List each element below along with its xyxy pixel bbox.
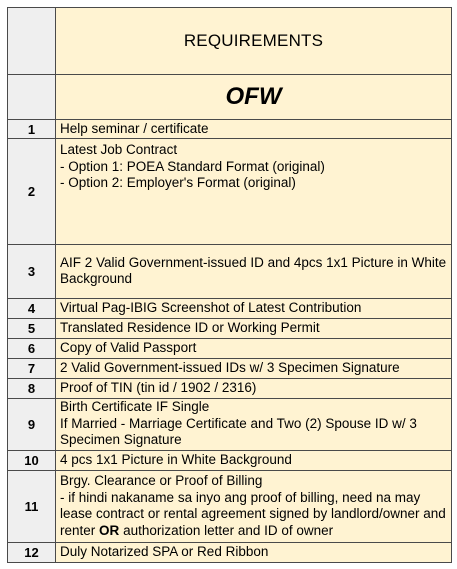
table-row <box>8 542 452 562</box>
table-row <box>8 470 452 542</box>
requirement-line: - Option 1: POEA Standard Format (original) <box>60 158 325 174</box>
row-number: 1 <box>8 120 56 139</box>
emphasis-or: OR <box>99 522 120 538</box>
requirement-text: Duly Notarized SPA or Red Ribbon <box>56 542 452 562</box>
requirement-line: If Married - Marriage Certificate and Two (2) Spouse ID w/ 3 Specimen Signature <box>60 415 417 448</box>
row-number: 8 <box>8 378 56 398</box>
header-num-cell <box>8 8 56 75</box>
requirement-text: Proof of TIN (tin id / 1902 / 2316) <box>56 378 452 398</box>
table-row <box>8 338 452 358</box>
requirement-text <box>56 470 452 542</box>
table-row <box>8 450 452 470</box>
table-row <box>8 139 452 245</box>
section-subtitle: OFW <box>56 75 452 120</box>
requirement-text <box>56 398 452 450</box>
subtitle-row <box>8 75 452 120</box>
requirement-line: Latest Job Contract <box>60 142 178 158</box>
row-number: 6 <box>8 338 56 358</box>
table-row <box>8 318 452 338</box>
requirement-line: Brgy. Clearance or Proof of Billing <box>60 473 263 489</box>
header-row <box>8 8 452 75</box>
table-row <box>8 245 452 298</box>
row-number: 5 <box>8 318 56 338</box>
row-number: 9 <box>8 398 56 450</box>
subtitle-num-cell <box>8 75 56 120</box>
table-row <box>8 120 452 139</box>
requirement-fragment: or <box>147 506 160 522</box>
row-number: 11 <box>8 470 56 542</box>
requirement-text: AIF 2 Valid Government-issued ID and 4pcs 1x1 Picture in White Background <box>56 245 452 298</box>
requirement-line <box>60 490 447 540</box>
row-number: 3 <box>8 245 56 298</box>
table-row <box>8 378 452 398</box>
requirement-text: 2 Valid Government-issued IDs w/ 3 Specimen Signature <box>56 358 452 378</box>
requirement-text: Translated Residence ID or Working Permit <box>56 318 452 338</box>
requirement-text: Copy of Valid Passport <box>56 338 452 358</box>
requirement-line: - Option 2: Employer's Format (original) <box>60 175 296 191</box>
table-row <box>8 358 452 378</box>
page-title: REQUIREMENTS <box>56 8 452 75</box>
row-number: 2 <box>8 139 56 245</box>
row-number: 10 <box>8 450 56 470</box>
requirements-table <box>7 7 452 563</box>
requirement-text <box>56 139 452 245</box>
requirement-text: 4 pcs 1x1 Picture in White Background <box>56 450 452 470</box>
requirement-text: Help seminar / certificate <box>56 120 452 139</box>
row-number: 7 <box>8 358 56 378</box>
requirement-fragment: authorization letter and ID of owner <box>123 522 334 538</box>
table-row <box>8 298 452 318</box>
row-number: 12 <box>8 542 56 562</box>
row-number: 4 <box>8 298 56 318</box>
requirement-line: Birth Certificate IF Single <box>60 399 210 415</box>
requirement-text: Virtual Pag-IBIG Screenshot of Latest Contribution <box>56 298 452 318</box>
requirement-fragment: - if hindi nakaname sa inyo ang proof of billing, need na may lease contract <box>60 489 421 522</box>
table-row <box>8 398 452 450</box>
requirement-fragment: rental agreement signed by landlord/owner and renter <box>60 506 446 538</box>
